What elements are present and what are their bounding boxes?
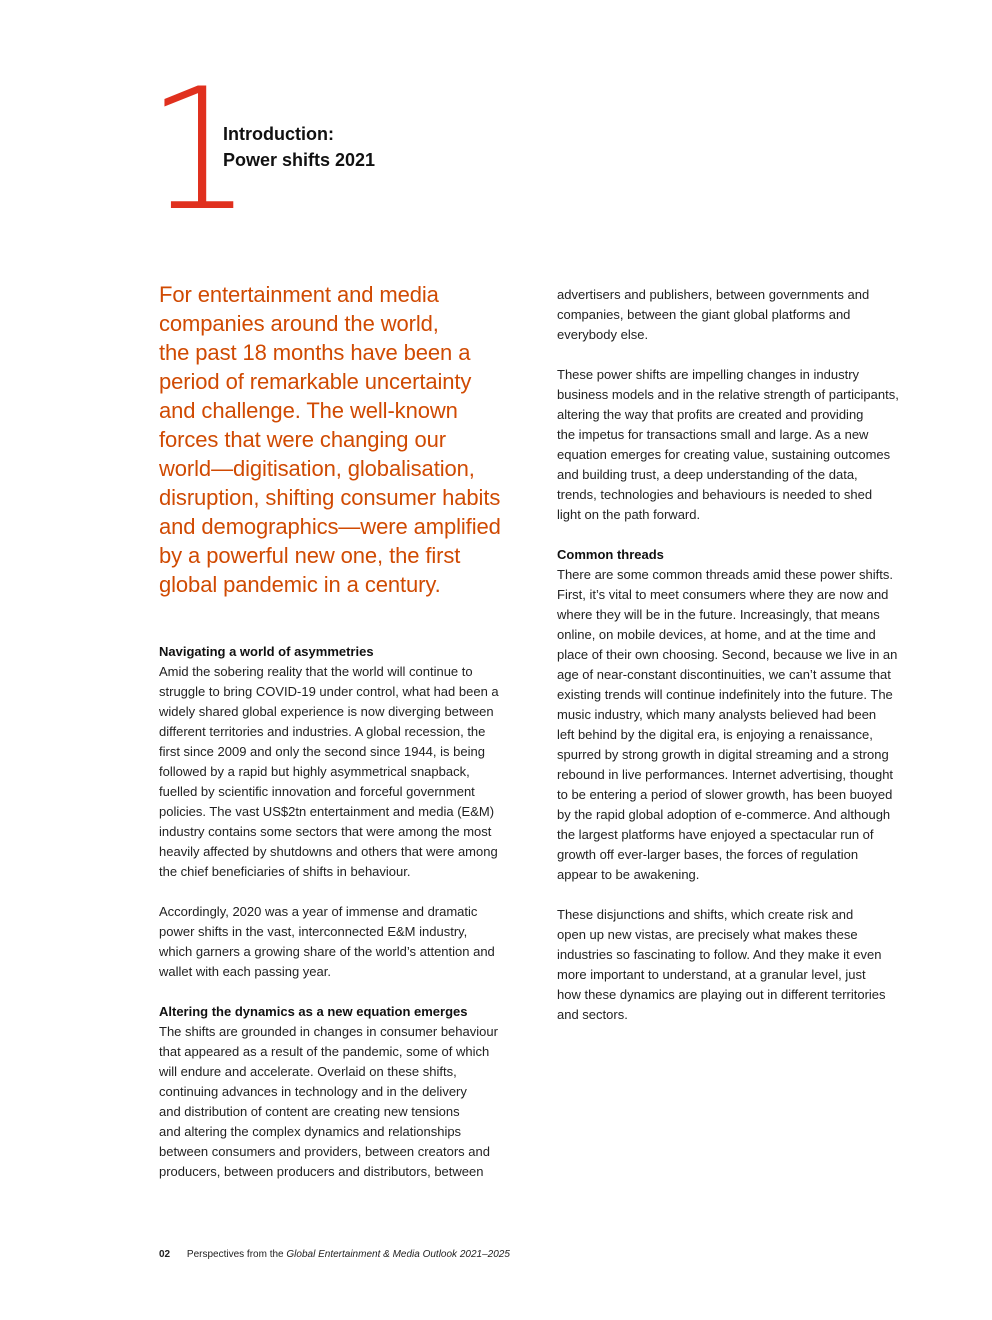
pull-quote-line: global pandemic in a century. xyxy=(159,572,441,597)
text-line: policies. The vast US$2tn entertainment and media (E&M) xyxy=(159,804,495,819)
body-paragraph xyxy=(159,1022,539,1182)
publication-title: Global Entertainment & Media Outlook 2021–2025 xyxy=(286,1249,510,1260)
text-line: age of near-constant discontinuities, we can’t assume that xyxy=(557,667,891,682)
text-line: struggle to bring COVID-19 under control, what had been a xyxy=(159,684,499,699)
pull-quote-line: by a powerful new one, the first xyxy=(159,543,461,568)
text-line: everybody else. xyxy=(557,327,649,342)
right-column xyxy=(557,285,937,1025)
body-paragraph xyxy=(159,662,539,882)
text-line: industries so fascinating to follow. And they make it even xyxy=(557,947,882,962)
text-line: First, it’s vital to meet consumers where they are now and xyxy=(557,587,889,602)
text-line: different territories and industries. A global recession, the xyxy=(159,724,486,739)
text-line: followed by a rapid but highly asymmetrical snapback, xyxy=(159,764,470,779)
chapter-title-line1: Introduction: xyxy=(223,124,334,144)
body-paragraph xyxy=(557,905,937,1025)
text-line: more important to understand, at a granular level, just xyxy=(557,967,866,982)
text-line: appear to be awakening. xyxy=(557,867,700,882)
text-line: continuing advances in technology and in the delivery xyxy=(159,1084,467,1099)
page-footer xyxy=(159,1248,510,1262)
text-line: growth off ever-larger bases, the forces of regulation xyxy=(557,847,859,862)
body-paragraph xyxy=(557,365,937,525)
text-line: and sectors. xyxy=(557,1007,628,1022)
pull-quote-line: forces that were changing our xyxy=(159,427,446,452)
body-paragraph-continued xyxy=(557,285,937,345)
text-line: trends, technologies and behaviours is needed to shed xyxy=(557,487,873,502)
text-line: The shifts are grounded in changes in consumer behaviour xyxy=(159,1024,498,1039)
chapter-title-line2: Power shifts 2021 xyxy=(223,150,376,170)
text-line: how these dynamics are playing out in different territories xyxy=(557,987,886,1002)
text-line: spurred by strong growth in digital streaming and a strong xyxy=(557,747,889,762)
pull-quote xyxy=(159,280,539,599)
text-line: widely shared global experience is now diverging between xyxy=(159,704,494,719)
page-number: 02 xyxy=(159,1249,171,1260)
text-line: companies, between the giant global platforms and xyxy=(557,307,851,322)
chapter-title xyxy=(223,121,375,173)
text-line: online, on mobile devices, at home, and at the time and xyxy=(557,627,876,642)
pull-quote-line: world—digitisation, globalisation, xyxy=(159,456,475,481)
text-line: rebound in live performances. Internet advertising, thought xyxy=(557,767,894,782)
text-line: between consumers and providers, between creators and xyxy=(159,1144,490,1159)
text-line: and distribution of content are creating new tensions xyxy=(159,1104,460,1119)
footer-prefix: Perspectives from the xyxy=(186,1249,284,1260)
text-line: power shifts in the vast, interconnected E&M industry, xyxy=(159,924,468,939)
text-line: that appeared as a result of the pandemic, some of which xyxy=(159,1044,490,1059)
text-line: and building trust, a deep understanding of the data, xyxy=(557,467,858,482)
text-line: light on the path forward. xyxy=(557,507,701,522)
left-column xyxy=(159,280,539,1182)
text-line: open up new vistas, are precisely what makes these xyxy=(557,927,858,942)
pull-quote-line: companies around the world, xyxy=(159,311,439,336)
pull-quote-line: and challenge. The well-known xyxy=(159,398,458,423)
pull-quote-line: For entertainment and media xyxy=(159,282,439,307)
text-line: and altering the complex dynamics and relationships xyxy=(159,1124,462,1139)
section-heading-common-threads: Common threads xyxy=(557,547,664,562)
text-line: the impetus for transactions small and large. As a new xyxy=(557,427,869,442)
body-paragraph xyxy=(557,565,937,885)
text-line: place of their own choosing. Second, because we live in an xyxy=(557,647,898,662)
pull-quote-line: the past 18 months have been a xyxy=(159,340,471,365)
pull-quote-line: disruption, shifting consumer habits xyxy=(159,485,501,510)
text-line: Accordingly, 2020 was a year of immense and dramatic xyxy=(159,904,478,919)
text-line: will endure and accelerate. Overlaid on these shifts, xyxy=(159,1064,457,1079)
text-line: existing trends will continue indefinitely into the future. The xyxy=(557,687,893,702)
chapter-number: 1 xyxy=(146,52,249,248)
text-line: by the rapid global adoption of e-commerce. And although xyxy=(557,807,891,822)
text-line: the largest platforms have enjoyed a spectacular run of xyxy=(557,827,874,842)
body-paragraph xyxy=(159,902,539,982)
text-line: These disjunctions and shifts, which create risk and xyxy=(557,907,854,922)
text-line: the chief beneficiaries of shifts in behaviour. xyxy=(159,864,411,879)
text-line: altering the way that profits are created and providing xyxy=(557,407,864,422)
text-line: business models and in the relative strength of participants, xyxy=(557,387,899,402)
text-line: music industry, which many analysts believed had been xyxy=(557,707,877,722)
text-line: Amid the sobering reality that the world will continue to xyxy=(159,664,473,679)
section-heading-asymmetries: Navigating a world of asymmetries xyxy=(159,644,374,659)
text-line: There are some common threads amid these power shifts. xyxy=(557,567,893,582)
text-line: first since 2009 and only the second since 1944, is being xyxy=(159,744,485,759)
text-line: where they will be in the future. Increasingly, that means xyxy=(557,607,880,622)
pull-quote-line: period of remarkable uncertainty xyxy=(159,369,472,394)
text-line: industry contains some sectors that were among the most xyxy=(159,824,492,839)
text-line: wallet with each passing year. xyxy=(159,964,331,979)
text-line: heavily affected by shutdowns and others that were among xyxy=(159,844,498,859)
section-heading-new-equation: Altering the dynamics as a new equation emerges xyxy=(159,1004,468,1019)
text-line: left behind by the digital era, is enjoying a renaissance, xyxy=(557,727,873,742)
text-line: which garners a growing share of the world’s attention and xyxy=(159,944,495,959)
text-line: producers, between producers and distributors, between xyxy=(159,1164,484,1179)
text-line: fuelled by scientific innovation and forceful government xyxy=(159,784,475,799)
pull-quote-line: and demographics—were amplified xyxy=(159,514,501,539)
text-line: These power shifts are impelling changes in industry xyxy=(557,367,860,382)
text-line: equation emerges for creating value, sustaining outcomes xyxy=(557,447,891,462)
text-line: advertisers and publishers, between governments and xyxy=(557,287,870,302)
text-line: to be entering a period of slower growth, has been buoyed xyxy=(557,787,893,802)
